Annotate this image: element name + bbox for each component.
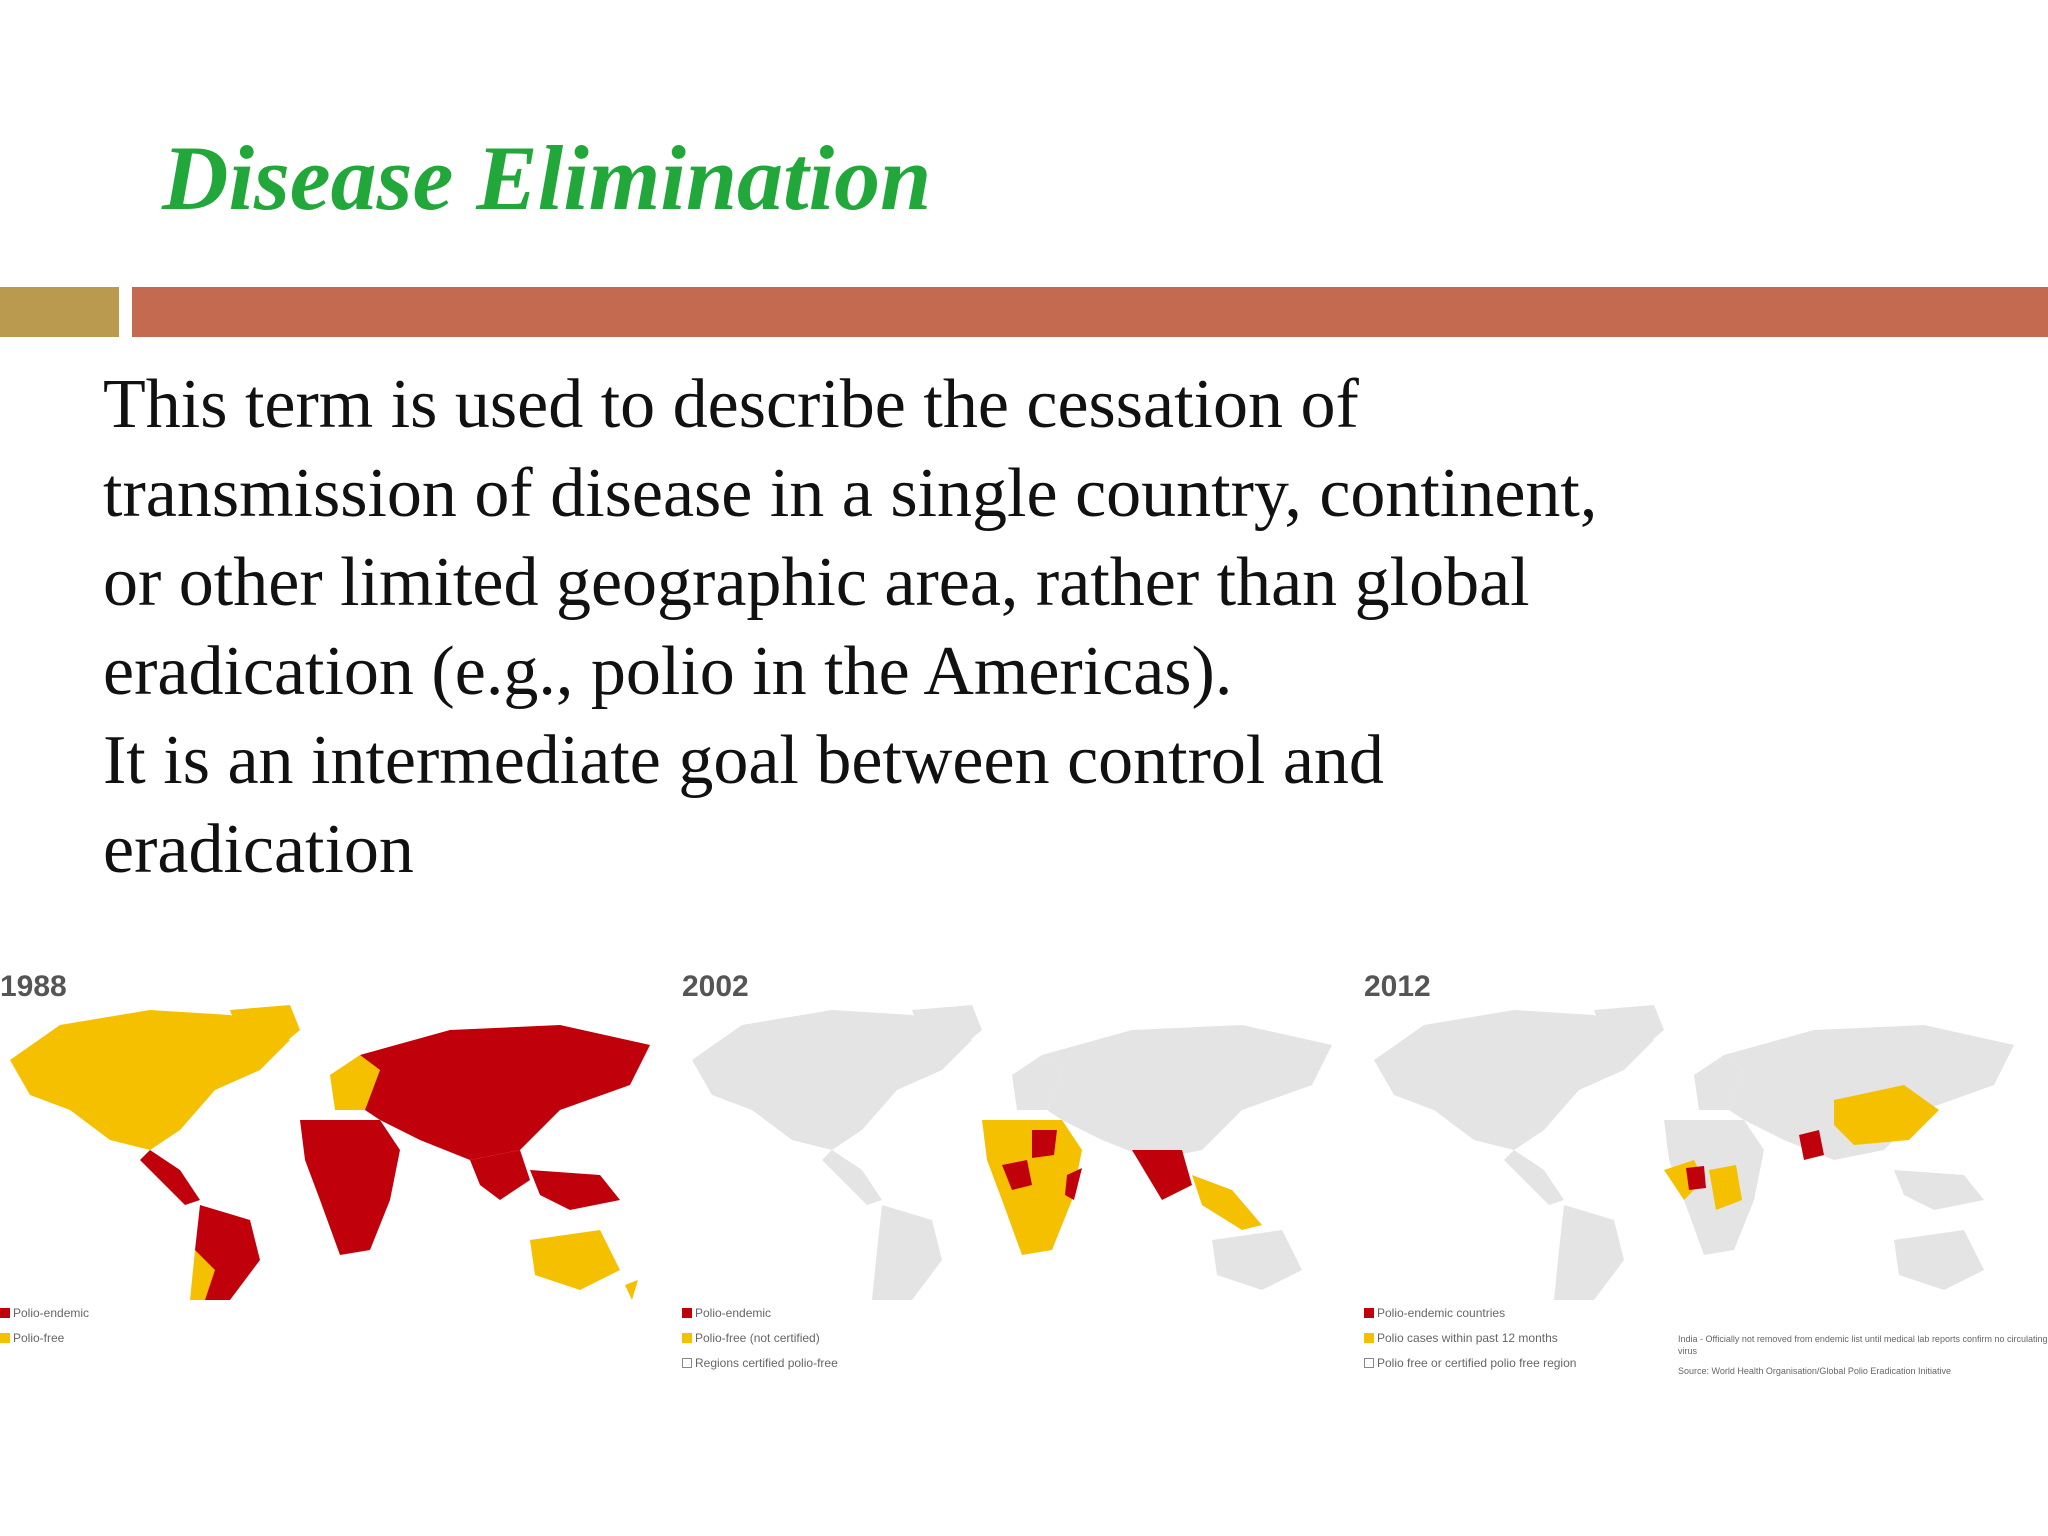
eurasia	[360, 1025, 650, 1160]
map-legend	[1364, 1300, 1576, 1375]
map-year-label: 2002	[682, 970, 749, 1003]
legend-item	[1364, 1325, 1576, 1350]
new-zealand	[625, 1280, 638, 1300]
south-asia	[1132, 1150, 1192, 1200]
legend-label: Polio-free	[13, 1330, 65, 1345]
legend-item	[0, 1300, 89, 1325]
slide-title: Disease Elimination	[162, 127, 932, 229]
legend-label: Polio free or certified polio free region	[1377, 1355, 1577, 1370]
australia	[530, 1230, 620, 1290]
legend-item	[682, 1300, 838, 1325]
goal-paragraph: It is an intermediate goal between control and eradication	[103, 722, 1384, 888]
slide-body	[103, 360, 1603, 894]
map-panel-2002	[682, 970, 1366, 1410]
india-footnote: India - Officially not removed from endemic list until medical lab reports confirm no circulating virus	[1678, 1334, 2048, 1356]
world-map-1988	[0, 1000, 684, 1300]
eurasia	[1042, 1025, 1332, 1160]
legend-label: Polio-endemic	[695, 1305, 772, 1320]
source-credit: Source: World Health Organisation/Global Polio Eradication Initiative	[1678, 1366, 1951, 1376]
southeast-asia	[1192, 1175, 1262, 1230]
south-america	[872, 1205, 942, 1300]
world-map-2012	[1364, 1000, 2048, 1300]
legend-swatch-certified	[1364, 1358, 1374, 1368]
legend-label: Regions certified polio-free	[695, 1355, 838, 1370]
legend-label: Polio-endemic countries	[1377, 1305, 1506, 1320]
title-divider-bar	[132, 287, 2048, 337]
central-america	[822, 1150, 882, 1205]
central-america	[140, 1150, 200, 1205]
southeast-asia	[1894, 1170, 1984, 1210]
legend-swatch-endemic	[0, 1308, 10, 1318]
legend-label: Polio-endemic	[13, 1305, 90, 1320]
title-divider-accent	[0, 287, 119, 337]
legend-item	[1364, 1300, 1576, 1325]
niger	[1032, 1130, 1057, 1158]
legend-item	[1364, 1350, 1576, 1375]
legend-item	[0, 1325, 89, 1350]
world-map-2002	[682, 1000, 1366, 1300]
legend-swatch-free	[0, 1333, 10, 1343]
map-legend	[0, 1300, 89, 1350]
map-year-label: 1988	[0, 970, 67, 1003]
legend-item	[682, 1350, 838, 1375]
map-legend	[682, 1300, 838, 1375]
central-america	[1504, 1150, 1564, 1205]
legend-swatch-endemic	[682, 1308, 692, 1318]
legend-swatch-free	[682, 1333, 692, 1343]
map-notes	[1678, 1333, 2048, 1385]
map-panel-1988	[0, 970, 684, 1410]
africa	[300, 1120, 400, 1255]
legend-swatch-endemic	[1364, 1308, 1374, 1318]
australia	[1212, 1230, 1302, 1290]
legend-label: Polio-free (not certified)	[695, 1330, 820, 1345]
australia	[1894, 1230, 1984, 1290]
southeast-asia	[530, 1170, 620, 1210]
south-america	[1554, 1205, 1624, 1300]
legend-item	[682, 1325, 838, 1350]
map-year-label: 2012	[1364, 970, 1431, 1003]
legend-label: Polio cases within past 12 months	[1377, 1330, 1558, 1345]
nigeria	[1686, 1166, 1706, 1190]
legend-swatch-certified	[682, 1358, 692, 1368]
definition-paragraph: This term is used to describe the cessation of transmission of disease in a single country, continent, or other limited geographic area, rather than global eradication (e.g., polio in the Americas).	[103, 366, 1598, 710]
legend-swatch-cases	[1364, 1333, 1374, 1343]
